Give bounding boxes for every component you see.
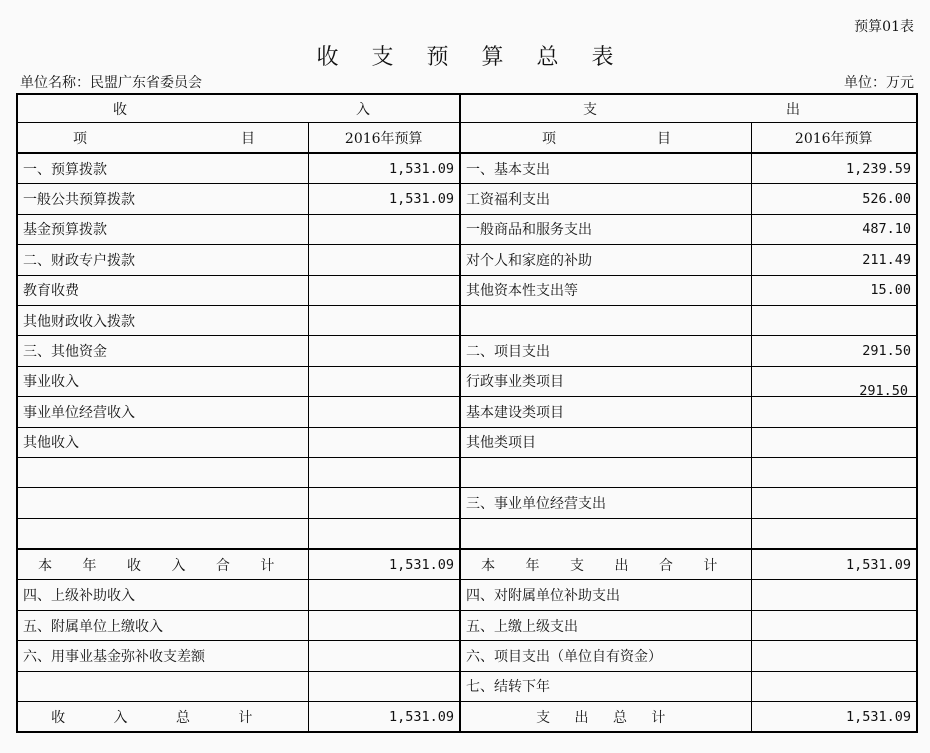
expense-item-cell: 工资福利支出 xyxy=(460,184,751,214)
expense-header-left: 支 xyxy=(583,101,597,118)
expense-item-cell: 一、基本支出 xyxy=(460,153,751,184)
income-item-cell: 一、预算拨款 xyxy=(17,153,308,184)
income-item-cell: 其他财政收入拨款 xyxy=(17,305,308,335)
page-title: 收 支 预 算 总 表 xyxy=(316,45,627,70)
item-header-left: 项 xyxy=(542,130,556,147)
income-value-cell xyxy=(308,580,460,610)
expense-budget-header: 2016年预算 xyxy=(751,123,917,154)
income-item-cell xyxy=(17,457,308,487)
year-income-total-value: 1,531.09 xyxy=(308,549,460,580)
expense-item-cell: 对个人和家庭的补助 xyxy=(460,245,751,275)
table-row xyxy=(17,275,917,305)
expense-item-header xyxy=(460,123,751,154)
table-row xyxy=(17,245,917,275)
form-code: 预算01表 xyxy=(854,19,914,35)
income-item-cell: 二、财政专户拨款 xyxy=(17,245,308,275)
income-item-cell: 教育收费 xyxy=(17,275,308,305)
income-value-cell xyxy=(308,610,460,640)
expense-value-cell xyxy=(751,518,917,549)
expense-item-cell: 其他类项目 xyxy=(460,427,751,457)
expense-item-cell: 四、对附属单位补助支出 xyxy=(460,580,751,610)
table-row xyxy=(17,427,917,457)
budget-table xyxy=(16,93,918,733)
income-value-cell xyxy=(308,275,460,305)
table-row xyxy=(17,214,917,244)
expense-value-cell xyxy=(751,488,917,518)
income-value-cell xyxy=(308,305,460,335)
expense-item-cell: 三、事业单位经营支出 xyxy=(460,488,751,518)
income-item-cell: 事业单位经营收入 xyxy=(17,397,308,427)
income-item-cell: 一般公共预算拨款 xyxy=(17,184,308,214)
income-value-cell: 1,531.09 xyxy=(308,184,460,214)
table-row xyxy=(17,366,917,396)
expense-section-header xyxy=(460,94,917,123)
expense-item-cell: 五、上缴上级支出 xyxy=(460,610,751,640)
income-value-cell xyxy=(308,427,460,457)
table-row xyxy=(17,488,917,518)
expense-value-cell xyxy=(751,671,917,701)
expense-value-cell: 291.50 xyxy=(751,336,917,366)
expense-item-cell: 行政事业类项目 xyxy=(460,366,751,396)
item-header-right: 目 xyxy=(241,130,255,147)
income-budget-header: 2016年预算 xyxy=(308,123,460,154)
income-item-cell: 事业收入 xyxy=(17,366,308,396)
grand-expense-total-label: 支 出 总 计 xyxy=(460,702,751,733)
table-row xyxy=(17,671,917,701)
table-row xyxy=(17,518,917,549)
expense-value-cell: 1,239.59 xyxy=(751,153,917,184)
income-header-left: 收 xyxy=(113,101,127,118)
item-header-right: 目 xyxy=(657,130,671,147)
income-item-cell: 基金预算拨款 xyxy=(17,214,308,244)
expense-value-cell xyxy=(751,457,917,487)
expense-value-cell xyxy=(751,427,917,457)
header-row-section xyxy=(17,94,917,123)
expense-item-cell: 七、结转下年 xyxy=(460,671,751,701)
income-item-cell: 三、其他资金 xyxy=(17,336,308,366)
income-item-cell xyxy=(17,671,308,701)
expense-item-cell xyxy=(460,305,751,335)
expense-item-cell xyxy=(460,518,751,549)
income-value-cell xyxy=(308,214,460,244)
income-item-cell: 五、附属单位上缴收入 xyxy=(17,610,308,640)
stray-project-value: 291.50 xyxy=(859,383,908,399)
income-item-cell xyxy=(17,518,308,549)
expense-item-cell xyxy=(460,457,751,487)
income-value-cell xyxy=(308,336,460,366)
income-value-cell xyxy=(308,488,460,518)
income-value-cell xyxy=(308,641,460,671)
income-value-cell xyxy=(308,518,460,549)
expense-value-cell: 487.10 xyxy=(751,214,917,244)
table-row xyxy=(17,457,917,487)
expense-value-cell: 15.00 xyxy=(751,275,917,305)
income-item-cell xyxy=(17,488,308,518)
item-header-left: 项 xyxy=(73,130,87,147)
expense-item-cell: 其他资本性支出等 xyxy=(460,275,751,305)
income-value-cell xyxy=(308,457,460,487)
expense-value-cell xyxy=(751,305,917,335)
income-value-cell: 1,531.09 xyxy=(308,153,460,184)
income-item-cell: 其他收入 xyxy=(17,427,308,457)
income-section-header xyxy=(17,94,460,123)
table-row xyxy=(17,336,917,366)
table-row xyxy=(17,610,917,640)
table-row xyxy=(17,397,917,427)
table-row xyxy=(17,580,917,610)
income-value-cell xyxy=(308,245,460,275)
expense-value-cell xyxy=(751,641,917,671)
grand-total-row xyxy=(17,702,917,733)
expense-item-cell: 六、项目支出（单位自有资金） xyxy=(460,641,751,671)
income-item-header xyxy=(17,123,308,154)
income-value-cell xyxy=(308,397,460,427)
grand-income-total-label: 收 入 总 计 xyxy=(17,702,308,733)
income-value-cell xyxy=(308,671,460,701)
income-header-right: 入 xyxy=(356,101,370,118)
header-row-columns xyxy=(17,123,917,154)
grand-expense-total-value: 1,531.09 xyxy=(751,702,917,733)
unit-name: 单位名称：民盟广东省委员会 xyxy=(20,75,202,91)
table-row xyxy=(17,184,917,214)
expense-value-cell xyxy=(751,397,917,427)
expense-item-cell: 二、项目支出 xyxy=(460,336,751,366)
table-row xyxy=(17,641,917,671)
expense-value-cell xyxy=(751,580,917,610)
table-row xyxy=(17,305,917,335)
expense-value-cell xyxy=(751,610,917,640)
year-expense-total-value: 1,531.09 xyxy=(751,549,917,580)
grand-income-total-value: 1,531.09 xyxy=(308,702,460,733)
currency-unit: 单位：万元 xyxy=(844,75,914,91)
year-total-row xyxy=(17,549,917,580)
income-value-cell xyxy=(308,366,460,396)
expense-item-cell: 基本建设类项目 xyxy=(460,397,751,427)
income-item-cell: 四、上级补助收入 xyxy=(17,580,308,610)
income-item-cell: 六、用事业基金弥补收支差额 xyxy=(17,641,308,671)
table-row xyxy=(17,153,917,184)
year-income-total-label: 本 年 收 入 合 计 xyxy=(17,549,308,580)
expense-value-cell: 526.00 xyxy=(751,184,917,214)
expense-header-right: 出 xyxy=(786,101,800,118)
year-expense-total-label: 本 年 支 出 合 计 xyxy=(460,549,751,580)
expense-value-cell: 211.49 xyxy=(751,245,917,275)
expense-item-cell: 一般商品和服务支出 xyxy=(460,214,751,244)
